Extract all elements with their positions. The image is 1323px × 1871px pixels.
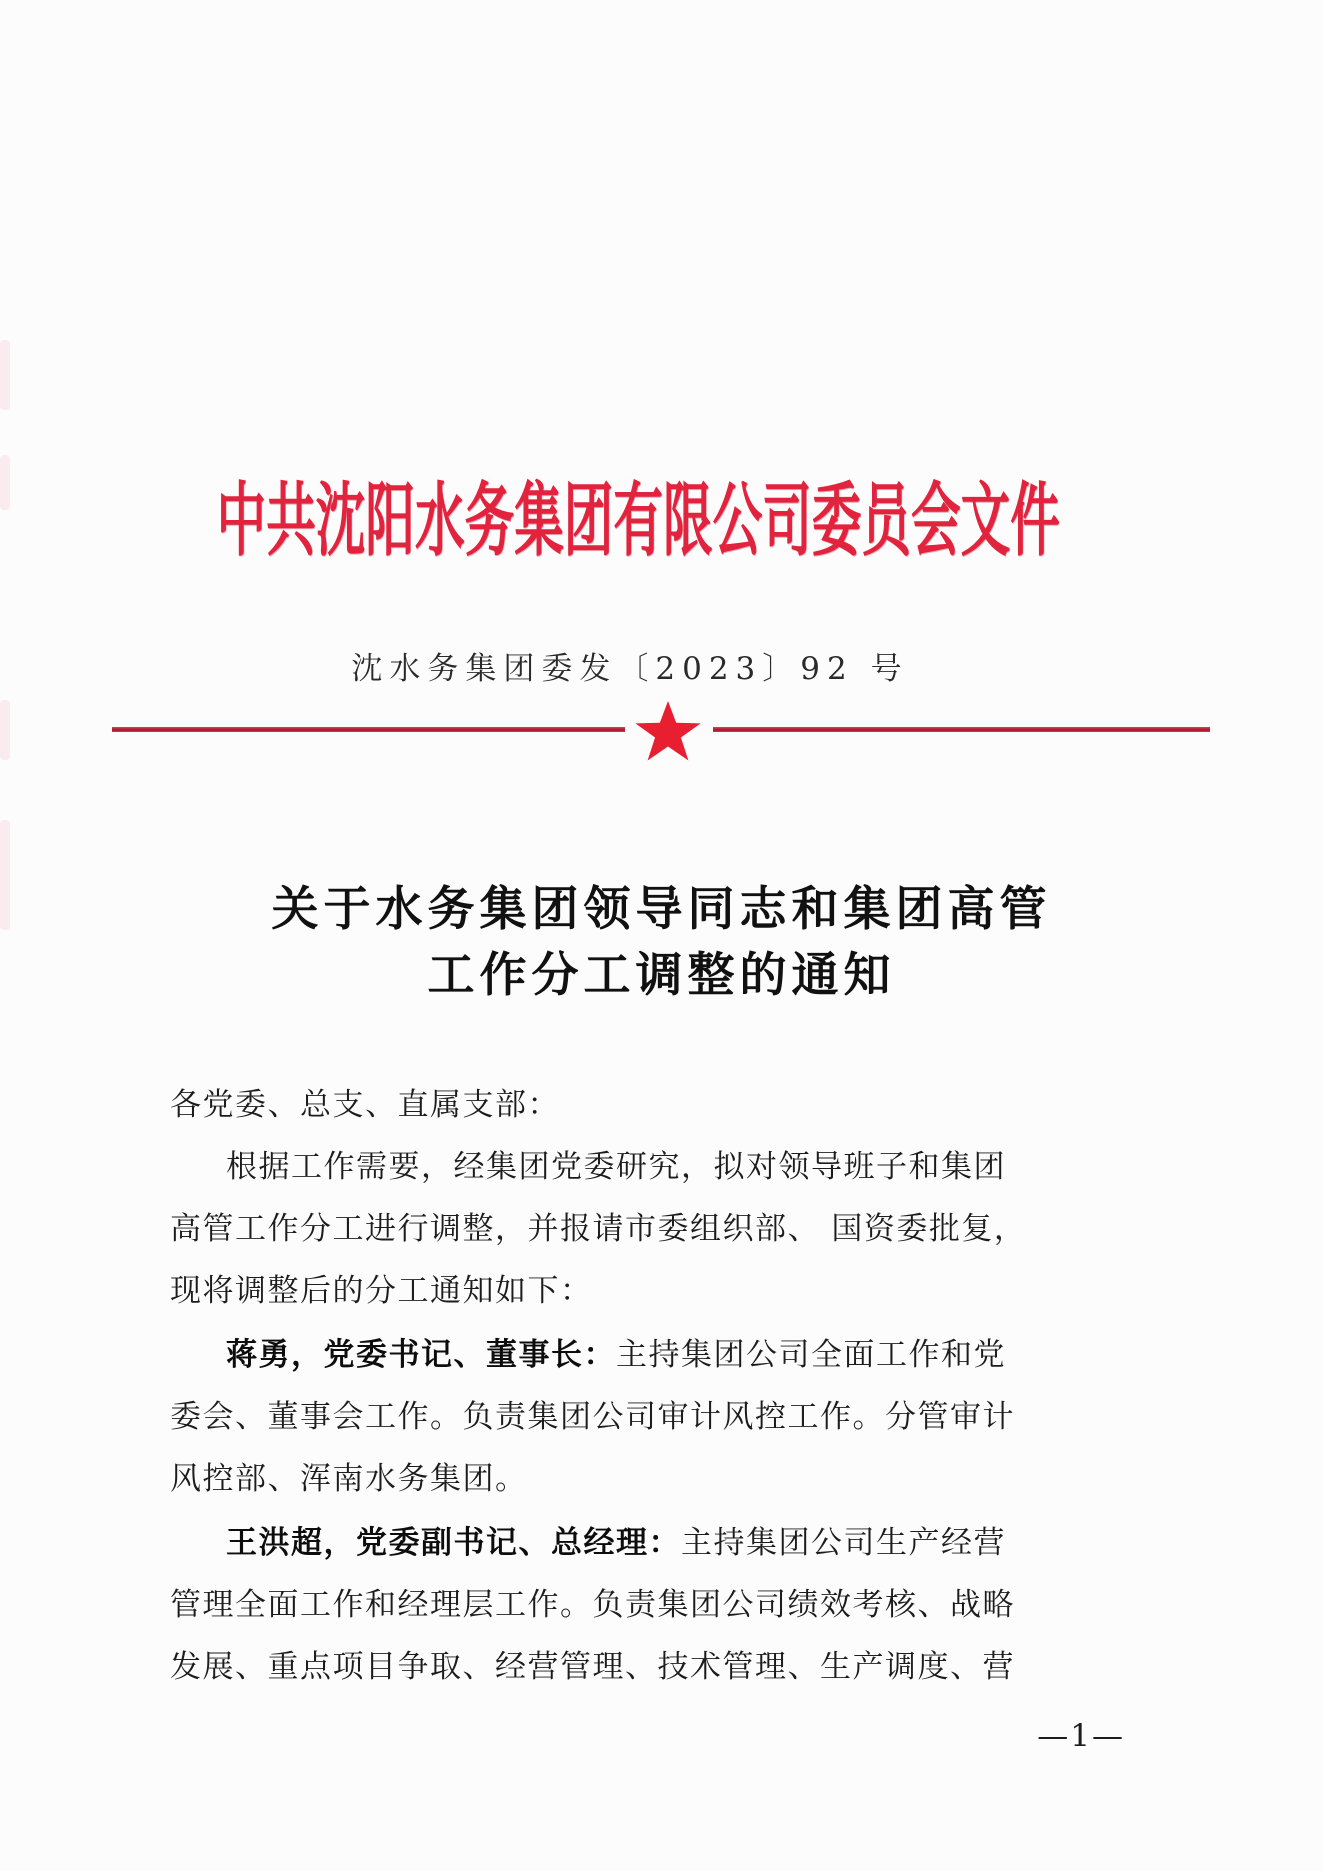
scan-artifact (0, 700, 10, 760)
body-text: 现将调整后的分工通知如下： (170, 1273, 593, 1309)
red-star-icon (634, 701, 702, 765)
body-line-leader-jiangyong (170, 1329, 1026, 1374)
body-text: 风控部、浑南水务集团。 (170, 1461, 528, 1497)
document-title-line-1: 关于水务集团领导同志和集团高管 (271, 882, 1052, 937)
body-line (170, 1641, 1015, 1686)
leader-name-role-bold: 王洪超，党委副书记、总经理： (226, 1525, 681, 1561)
body-text: 发展、重点项目争取、经营管理、技术管理、生产调度、营 (170, 1649, 1015, 1685)
leader-name-role-bold: 蒋勇，党委书记、董事长： (226, 1337, 616, 1373)
body-text: 各党委、总支、直属支部： (170, 1087, 560, 1123)
body-line (170, 1203, 1027, 1248)
body-text: 高管工作分工进行调整，并报请市委组织部、 国资委批复， (170, 1211, 1027, 1247)
body-line-leader-wanghongchao (170, 1517, 1026, 1562)
scan-artifact (0, 455, 10, 510)
body-text: 主持集团公司生产经营 (681, 1525, 1006, 1561)
body-line (170, 1141, 1026, 1186)
body-text: 主持集团公司全面工作和党 (616, 1337, 1006, 1373)
document-title-line-2: 工作分工调整的通知 (427, 948, 896, 1003)
body-line (170, 1265, 970, 1310)
body-text: 管理全面工作和经理层工作。负责集团公司绩效考核、战略 (170, 1587, 1015, 1623)
red-rule-left (112, 727, 625, 732)
body-text: 根据工作需要，经集团党委研究，拟对领导班子和集团 (226, 1149, 1006, 1185)
body-text: 委会、董事会工作。负责集团公司审计风控工作。分管审计 (170, 1399, 1015, 1435)
letterhead-org-title: 中共沈阳水务集团有限公司委员会文件 (216, 473, 1060, 567)
scan-artifact (0, 340, 10, 410)
red-rule-right (713, 727, 1210, 732)
page-number: —1— (1037, 1718, 1125, 1754)
document-reference-number: 沈水务集团委发〔2023〕92 号 (351, 651, 909, 687)
salutation-line (170, 1079, 970, 1124)
body-line (170, 1391, 1015, 1436)
body-line (170, 1453, 970, 1498)
body-line (170, 1579, 1015, 1624)
